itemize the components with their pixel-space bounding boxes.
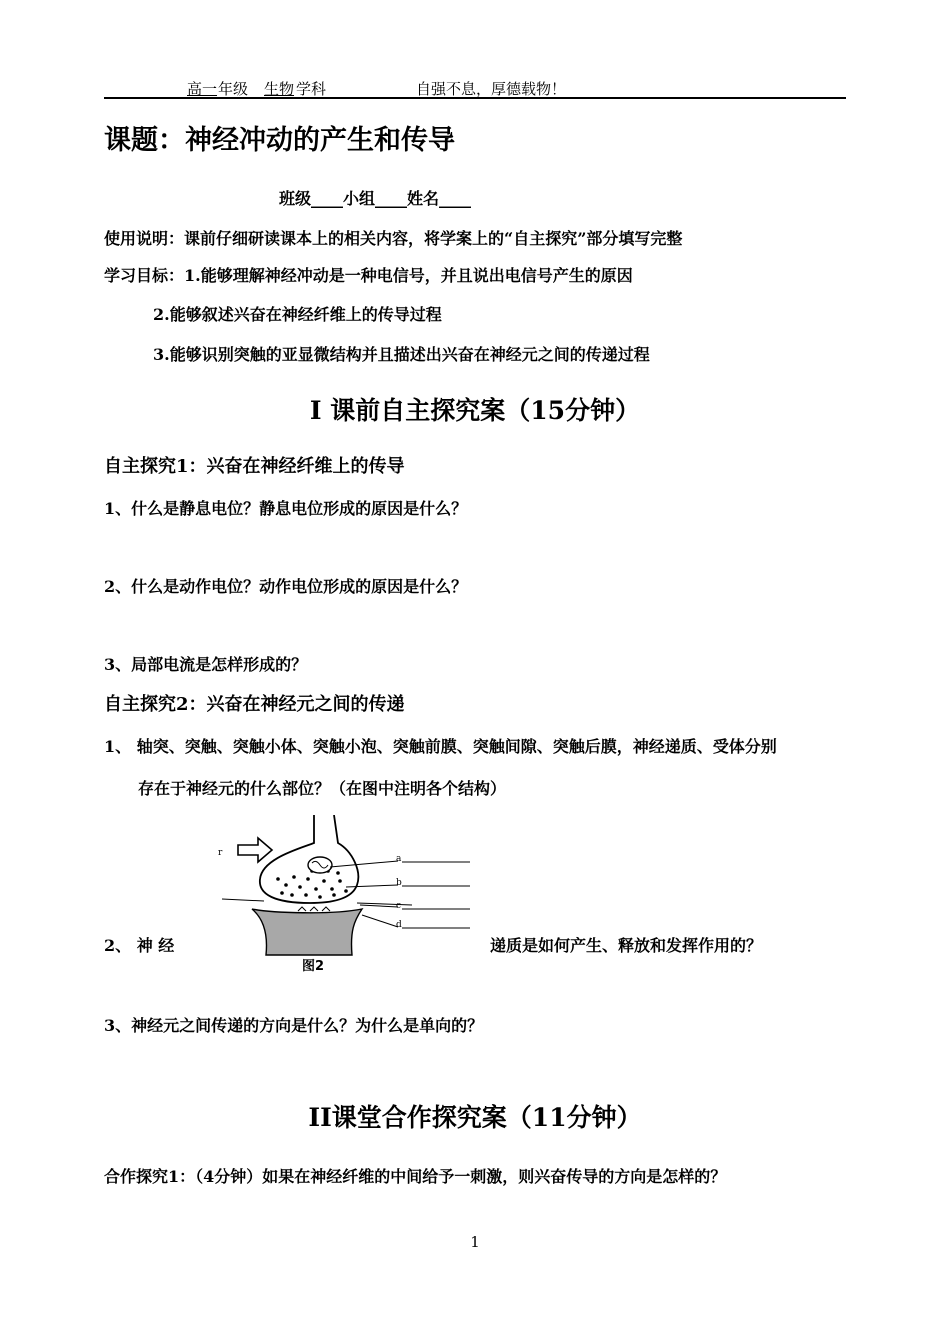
figure-caption: 图2 [302, 959, 325, 974]
explore-2-title: 自主探究2：兴奋在神经元之间的传递 [104, 694, 405, 715]
header-subject-suffix: 学科 [296, 80, 327, 98]
explore-1-q1: 1、什么是静息电位？静息电位形成的原因是什么？ [104, 499, 468, 518]
header-grade: 高一 [187, 80, 218, 98]
header-motto: 自强不息，厚德载物！ [416, 80, 567, 98]
label-c: c [396, 901, 402, 911]
membrane-line-left [222, 899, 264, 901]
receptors [298, 907, 330, 911]
explore-2-q1-line2: 存在于神经元的什么部位？（在图中注明各个结构） [138, 779, 507, 798]
axon-terminal [260, 815, 358, 903]
stimulus-arrow-icon [238, 838, 272, 862]
header-grade-suffix: 年级 [218, 80, 249, 98]
coop-1-question: 合作探究1：（4分钟）如果在神经纤维的中间给予一刺激，则兴奋传导的方向是怎样的？ [104, 1167, 727, 1186]
label-b: b [396, 878, 402, 888]
label-a: a [396, 854, 402, 864]
header-rule [104, 97, 846, 99]
membrane-line-right [357, 903, 412, 905]
section-1-title: I 课前自主探究案（15分钟） [309, 396, 641, 425]
page-title: 课题：神经冲动的产生和传导 [104, 125, 455, 156]
label-d: d [396, 920, 402, 930]
explore-1-q3: 3、局部电流是怎样形成的？ [104, 655, 308, 674]
synapse-diagram [212, 815, 482, 975]
goal-line-2: 2.能够叙述兴奋在神经纤维上的传导过程 [153, 305, 442, 324]
arrow-label: r [218, 848, 223, 858]
explore-1-q2: 2、什么是动作电位？动作电位形成的原因是什么？ [104, 577, 468, 596]
explore-2-q3: 3、神经元之间传递的方向是什么？为什么是单向的？ [104, 1016, 484, 1035]
page-number: 1 [470, 1233, 480, 1251]
section-2-title: II课堂合作探究案（11分钟） [308, 1103, 642, 1132]
goal-line-3: 3.能够识别突触的亚显微结构并且描述出兴奋在神经元之间的传递过程 [153, 345, 650, 364]
explore-2-q2-left: 2、 神 经 [104, 936, 175, 955]
instructions: 使用说明：课前仔细研读课本上的相关内容，将学案上的“自主探究”部分填写完整 [104, 229, 683, 248]
student-info: 班级____小组____姓名____ [279, 189, 472, 208]
goal-line-1: 学习目标：1.能够理解神经冲动是一种电信号，并且说出电信号产生的原因 [104, 266, 633, 285]
explore-2-q1-line1: 1、 轴突、突触、突触小体、突触小泡、突触前膜、突触间隙、突触后膜，神经递质、受体分别 [104, 737, 777, 756]
postsynaptic-neuron [252, 909, 362, 955]
explore-1-title: 自主探究1：兴奋在神经纤维上的传导 [104, 456, 405, 477]
header-subject: 生物 [264, 80, 295, 98]
explore-2-q2-right: 递质是如何产生、释放和发挥作用的？ [490, 936, 763, 955]
